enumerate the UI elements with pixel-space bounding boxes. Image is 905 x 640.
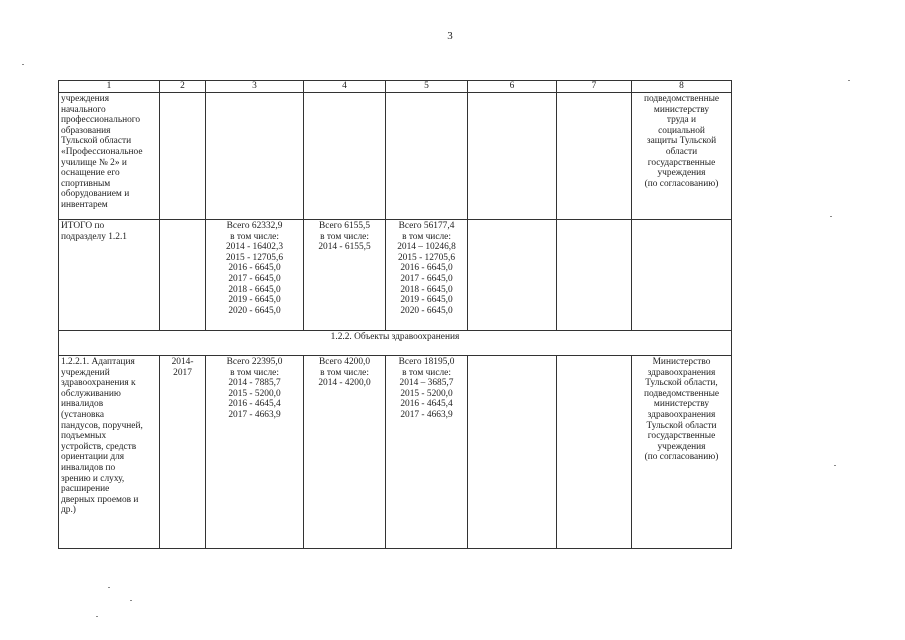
total-funding-cell	[206, 93, 304, 220]
funding-cell	[468, 93, 557, 220]
executor-cell: подведомственные министерству труда и социальной защиты Тульской области государственные учреждения (по согласованию)	[632, 93, 732, 220]
total-funding-cell: Всего 62332,9 в том числе: 2014 - 16402,3 2015 - 12705,6 2016 - 6645,0 2017 - 6645,0 2018 - 6645,0 2019 - 6645,0 2020 - 6645,0	[206, 220, 304, 331]
period-cell: 2014- 2017	[160, 356, 206, 549]
table-row	[59, 220, 732, 331]
column-number: 4	[304, 81, 386, 93]
executor-cell	[632, 220, 732, 331]
scan-speck	[848, 80, 850, 81]
period-cell	[160, 220, 206, 331]
funding-cell	[386, 93, 468, 220]
scan-speck	[108, 587, 110, 588]
section-heading: 1.2.2. Объекты здравоохранения	[59, 331, 732, 356]
scan-speck	[830, 216, 832, 217]
funding-cell: Всего 56177,4 в том числе: 2014 – 10246,8 2015 - 12705,6 2016 - 6645,0 2017 - 6645,0 2018 - 6645,0 2019 - 6645,0 2020 - 6645,0	[386, 220, 468, 331]
column-number: 1	[59, 81, 160, 93]
period-cell	[160, 93, 206, 220]
scan-speck	[834, 465, 836, 466]
total-funding-cell: Всего 22395,0 в том числе: 2014 - 7885,7 2015 - 5200,0 2016 - 4645,4 2017 - 4663,9	[206, 356, 304, 549]
column-number: 2	[160, 81, 206, 93]
scan-speck	[22, 64, 24, 65]
funding-cell	[557, 220, 632, 331]
column-number: 7	[557, 81, 632, 93]
executor-cell: Министерство здравоохранения Тульской области, подведомственные министерству здравоохранения Тульской области государственные учреждения (по согласованию)	[632, 356, 732, 549]
column-number: 3	[206, 81, 304, 93]
column-number: 8	[632, 81, 732, 93]
measure-name-cell: учреждения начального профессионального образования Тульской области «Профессиональное училище № 2» и оснащение его спортивным оборудованием и инвентарем	[59, 93, 160, 220]
funding-cell	[468, 220, 557, 331]
column-number-row	[59, 81, 732, 93]
section-heading-row	[59, 331, 732, 356]
funding-cell	[468, 356, 557, 549]
funding-cell: Всего 6155,5 в том числе: 2014 - 6155,5	[304, 220, 386, 331]
funding-cell: Всего 18195,0 в том числе: 2014 – 3685,7 2015 - 5200,0 2016 - 4645,4 2017 - 4663,9	[386, 356, 468, 549]
measure-name-cell: 1.2.2.1. Адаптация учреждений здравоохранения к обслуживанию инвалидов (установка пандусов, поручней, подъемных устройств, средств ориентации для инвалидов по зрению и слуху, расширение дверных проемов и др.)	[59, 356, 160, 549]
funding-cell: Всего 4200,0 в том числе: 2014 - 4200,0	[304, 356, 386, 549]
funding-cell	[557, 356, 632, 549]
measure-name-cell: ИТОГО по подразделу 1.2.1	[59, 220, 160, 331]
program-table	[58, 80, 732, 549]
scan-speck	[130, 600, 132, 601]
funding-cell	[304, 93, 386, 220]
column-number: 6	[468, 81, 557, 93]
table-row	[59, 356, 732, 549]
column-number: 5	[386, 81, 468, 93]
page-number: 3	[447, 30, 453, 42]
table-row	[59, 93, 732, 220]
funding-cell	[557, 93, 632, 220]
scan-speck	[96, 616, 98, 617]
